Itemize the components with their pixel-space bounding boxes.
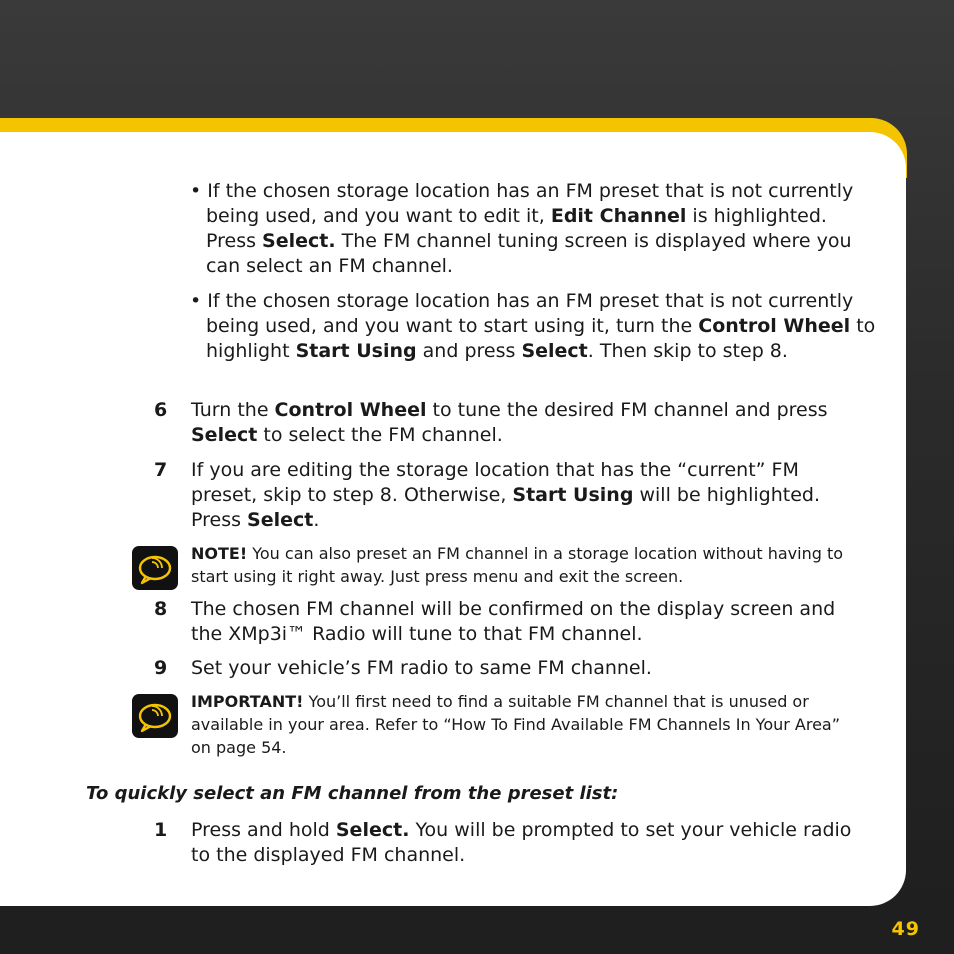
step-6-text: [191, 398, 861, 448]
step-7-text: [191, 458, 861, 533]
speech-bubble-icon: [132, 694, 178, 738]
bullet-bold: Select: [521, 340, 588, 362]
step-text: to select the FM channel.: [257, 424, 503, 446]
step-number-6: 6: [154, 399, 168, 421]
bullet-bold: Control Wheel: [698, 315, 851, 337]
step-text: You will be prompted to set your vehicle radio to the displayed FM channel.: [191, 819, 852, 866]
bullet-bold: Start Using: [295, 340, 417, 362]
step-9-text: [191, 656, 861, 681]
section-heading: To quickly select an FM channel from the preset list:: [86, 783, 619, 804]
important-label: IMPORTANT!: [191, 692, 304, 711]
step-1-text: [191, 818, 861, 868]
note-label: NOTE!: [191, 544, 248, 563]
speech-bubble-icon: [132, 546, 178, 590]
step-text: Set your vehicle’s FM radio to same FM channel.: [191, 657, 652, 679]
bullet-text: and press: [416, 340, 522, 362]
step-text: If you are editing the storage location that has the “current” FM preset, skip to step 8. Otherwise,: [191, 459, 799, 506]
step-number-7: 7: [154, 459, 168, 481]
step-bold: Select.: [335, 819, 410, 841]
step-number-8: 8: [154, 598, 168, 620]
step-text: will be highlighted. Press: [191, 484, 821, 531]
step-text: to tune the desired FM channel and press: [426, 399, 828, 421]
bullet-text: • If the chosen storage location has an FM preset that is not currently being used, and you want to edit it,: [190, 180, 854, 227]
bullet-start-using: [190, 289, 876, 364]
step-text: .: [313, 509, 320, 531]
step-number-9: 9: [154, 657, 168, 679]
step-text: The chosen FM channel will be confirmed on the display screen and the XMp3i™ Radio will tune to that FM channel.: [191, 598, 836, 645]
note-text: You can also preset an FM channel in a storage location without having to start using it right away. Just press menu and exit the screen.: [191, 544, 844, 586]
step-text: Press and hold: [191, 819, 336, 841]
page-number: 49: [891, 918, 920, 940]
bullet-text: . Then skip to step 8.: [587, 340, 788, 362]
important-text: You’ll first need to find a suitable FM channel that is unused or available in your area. Refer to “How To Find Available FM Channels In Your Area” on page 54.: [191, 692, 841, 757]
bullet-bold: Edit Channel: [550, 205, 687, 227]
step-bold: Start Using: [512, 484, 634, 506]
bullet-bold: Select.: [262, 230, 336, 252]
step-number-1: 1: [154, 819, 168, 841]
step-bold: Select: [191, 424, 258, 446]
bullet-text: to highlight: [206, 315, 876, 362]
footer-band: [0, 906, 954, 954]
bullet-edit-channel: [190, 179, 876, 279]
important-callout: [191, 690, 851, 759]
step-bold: Control Wheel: [274, 399, 427, 421]
step-bold: Select: [247, 509, 314, 531]
bullet-text: is highlighted. Press: [206, 205, 827, 252]
note-callout: [191, 542, 851, 588]
step-8-text: [191, 597, 861, 647]
bullet-text: The FM channel tuning screen is displayed where you can select an FM channel.: [206, 230, 852, 277]
step-text: Turn the: [191, 399, 275, 421]
bullet-text: • If the chosen storage location has an FM preset that is not currently being used, and you want to start using it, turn the: [190, 290, 854, 337]
